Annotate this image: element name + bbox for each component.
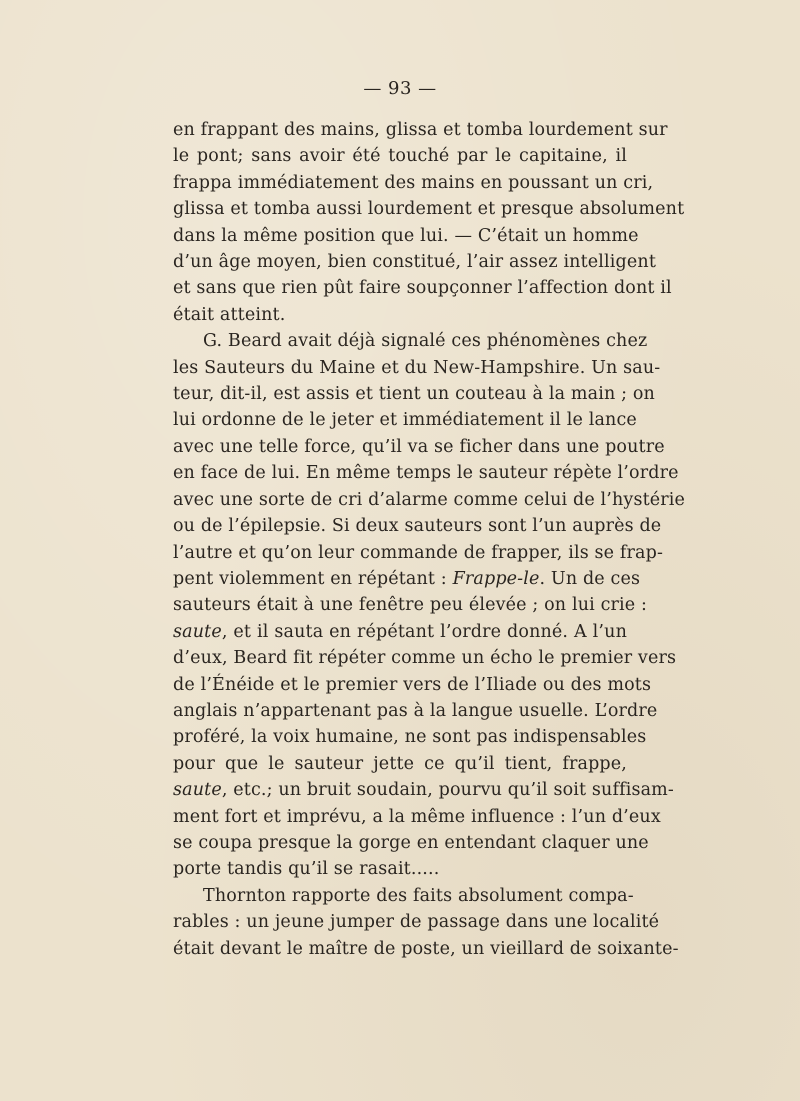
text-line: de l’Énéide et le premier vers de l’Iliade ou des mots xyxy=(173,674,652,695)
text-line: Thornton rapporte des faits absolument compa- xyxy=(203,885,634,906)
text-line: d’eux, Beard fit répéter comme un écho le premier vers xyxy=(173,648,677,669)
text-line: saute, etc.; un bruit soudain, pourvu qu’il soit suffisam- xyxy=(173,780,674,801)
text-line: et sans que rien pût faire soupçonner l’affection dont il xyxy=(173,278,672,299)
text-line: était devant le maître de poste, un vieillard de soixante- xyxy=(173,938,679,959)
text-line: ou de l’épilepsie. Si deux sauteurs sont l’un auprès de xyxy=(173,516,662,537)
text-line: G. Beard avait déjà signalé ces phénomènes chez xyxy=(203,331,648,352)
text-line: anglais n’appartenant pas à la langue usuelle. L’ordre xyxy=(173,700,658,721)
italic-phrase: saute xyxy=(173,780,222,801)
page-body-text xyxy=(173,117,686,962)
text-line: en face de lui. En même temps le sauteur répète l’ordre xyxy=(173,463,679,484)
text-line: teur, dit-il, est assis et tient un couteau à la main ; on xyxy=(173,384,655,405)
text-line: porte tandis qu’il se rasait..... xyxy=(173,859,440,880)
text-line: les Sauteurs du Maine et du New-Hampshire. Un sau- xyxy=(173,357,661,378)
text-line: saute, et il sauta en répétant l’ordre donné. A l’un xyxy=(173,621,627,642)
paragraph-1 xyxy=(173,117,685,328)
text-line: avec une telle force, qu’il va se ficher dans une poutre xyxy=(173,436,665,457)
text-line: était atteint. xyxy=(173,304,286,325)
text-line: proféré, la voix humaine, ne sont pas indispensables xyxy=(173,727,647,748)
text-line: d’un âge moyen, bien constitué, l’air assez intelligent xyxy=(173,252,656,273)
text-line: le pont; sans avoir été touché par le capitaine, il xyxy=(173,146,627,167)
text-line: lui ordonne de le jeter et immédiatement il le lance xyxy=(173,410,637,431)
italic-phrase: saute xyxy=(173,621,222,642)
paragraph-2 xyxy=(173,328,686,883)
page-number: — 93 — xyxy=(363,78,437,99)
text-line: sauteurs était à une fenêtre peu élevée ; on lui crie : xyxy=(173,595,648,616)
text-line: pent violemment en répétant : Frappe-le. Un de ces xyxy=(173,568,641,589)
text-line: se coupa presque la gorge en entendant claquer une xyxy=(173,832,649,853)
text-line: avec une sorte de cri d’alarme comme celui de l’hystérie xyxy=(173,489,686,510)
text-line: pour que le sauteur jette ce qu’il tient, frappe, xyxy=(173,753,627,774)
text-line: frappa immédiatement des mains en poussant un cri, xyxy=(173,172,654,193)
text-line: dans la même position que lui. — C’était un homme xyxy=(173,225,639,246)
italic-phrase: Frappe-le xyxy=(452,568,540,589)
text-line: rables : un jeune jumper de passage dans une localité xyxy=(173,912,660,933)
text-line: en frappant des mains, glissa et tomba lourdement sur xyxy=(173,120,668,140)
text-line: l’autre et qu’on leur commande de frapper, ils se frap- xyxy=(173,542,664,563)
paragraph-3 xyxy=(173,883,679,962)
text-line: glissa et tomba aussi lourdement et presque absolument xyxy=(173,199,685,220)
text-line: ment fort et imprévu, a la même influence : l’un d’eux xyxy=(173,806,661,827)
